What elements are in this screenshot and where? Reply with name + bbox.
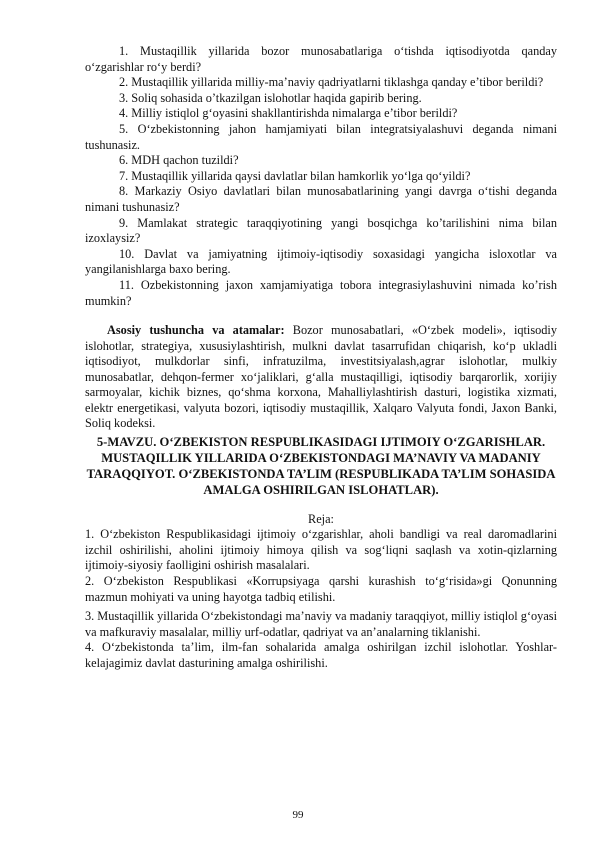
question-1: 1. Mustaqillik yillarida bozor munosabatlariga o‘tishda iqtisodiyotda qanday o‘zgarishlar ro‘y berdi?	[85, 44, 557, 74]
plan-heading: Reja:	[308, 511, 334, 526]
key-terms-label: Asosiy tushuncha va atamalar:	[107, 323, 285, 338]
question-9: 9. Mamlakat strategic taraqqiyotining yangi bosqichga ko’tarilishini nima bilan izoxlaysiz?	[85, 215, 557, 246]
question-5: 5. O‘zbekistonning jahon hamjamiyati bilan integratsiyalashuvi deganda nimani tushunasiz.	[85, 121, 557, 152]
plan-item-1: 1. O‘zbekiston Respublikasidagi ijtimoiy o‘zgarishlar, aholi bandligi va real daromadlarini izchil oshirilishi, aholini ijtimoiy himoya qilish va sog‘liqni saqlash va xotin-qizlarning ijtimoiy-siyosiy faolligini oshirish masalalari.	[85, 527, 557, 573]
key-terms-paragraph	[85, 323, 557, 432]
question-4: 4. Milliy istiqlol g‘oyasini shakllantirishda nimalarga e’tibor berildi?	[119, 106, 458, 121]
topic-title: 5-MAVZU. O‘ZBEKISTON RESPUBLIKASIDAGI IJTIMOIY O‘ZGARISHLAR. MUSTAQILLIK YILLARIDA O‘ZBEKISTONDAGI MA’NAVIY VA MADANIY TARAQQIYOT. O‘ZBEKISTONDA TA’LIM (RESPUBLIKADA TA’LIM SOHASIDA AMALGA OSHIRILGAN ISLOHATLAR).	[86, 434, 556, 497]
question-6: 6. MDH qachon tuzildi?	[119, 153, 239, 168]
plan-item-4: 4. O‘zbekistonda ta’lim, ilm-fan sohalarida amalga oshirilgan izchil islohotlar. Yoshlar- kelajagimiz davlat dasturining amalga oshirilishi.	[85, 640, 557, 670]
review-questions	[85, 44, 557, 309]
key-terms-text: Bozor munosabatlari, «O‘zbek modeli», iqtisodiy islohotlar, strategiya, xususiylashtirish, mulkni davlat tasarrufidan chiqarish, ko‘p ukladli iqtisodiyot, mulkdorlar sinfi, infratuzilma, investitsiyalash,agrar islohotlar, mulkiy munosabatlar, dehqon-fermer xo‘jaliklari, g‘alla mustaqilligi, iqtisodiy barqarorlik, xorijiy sarmoyalar, kichik biznes, qo‘shma korxona, Mahalliylashtirish dasturi, logistika xizmati, elektr energetikasi, valyuta bozori, iqtisodiy mustaqillik, Xalqaro Valyuta fondi, Jaxon Banki, Soliq kodeksi.	[85, 323, 557, 431]
question-11: 11. Ozbekistonning jaxon xamjamiyatiga tobora integrasiylashuvini nimada ko’rish mumkin?	[85, 277, 557, 308]
plan-item-2: 2. O‘zbekiston Respublikasi «Korrupsiyaga qarshi kurashish to‘g‘risida»gi Qonunning mazmun mohiyati va uning hayotga tadbiq etilishi.	[85, 573, 557, 604]
question-8: 8. Markaziy Osiyo davlatlari bilan munosabatlarining yangi davrga o‘tishi deganda nimani tushunasiz?	[85, 184, 557, 214]
question-7: 7. Mustaqillik yillarida qaysi davlatlar bilan hamkorlik yo‘lga qo‘yildi?	[119, 168, 471, 183]
document-page	[85, 44, 557, 672]
question-2: 2. Mustaqillik yillarida milliy-ma’naviy qadriyatlarni tiklashga qanday e’tibor berildi?	[119, 75, 544, 90]
plan-item-3: 3. Mustaqillik yillarida O‘zbekistondagi ma’naviy va madaniy taraqqiyot, milliy istiqlol g‘oyasi va mafkuraviy masalalar, milliy urf-odatlar, qadriyat va an’analarning tiklanishi.	[85, 609, 557, 639]
question-10: 10. Davlat va jamiyatning ijtimoiy-iqtisodiy soxasidagi yangicha isloxotlar va yangilanishlarga baxo bering.	[85, 246, 557, 277]
question-3: 3. Soliq sohasida o’tkazilgan islohotlar haqida gapirib bering.	[119, 90, 422, 105]
page-number: 99	[292, 809, 304, 821]
